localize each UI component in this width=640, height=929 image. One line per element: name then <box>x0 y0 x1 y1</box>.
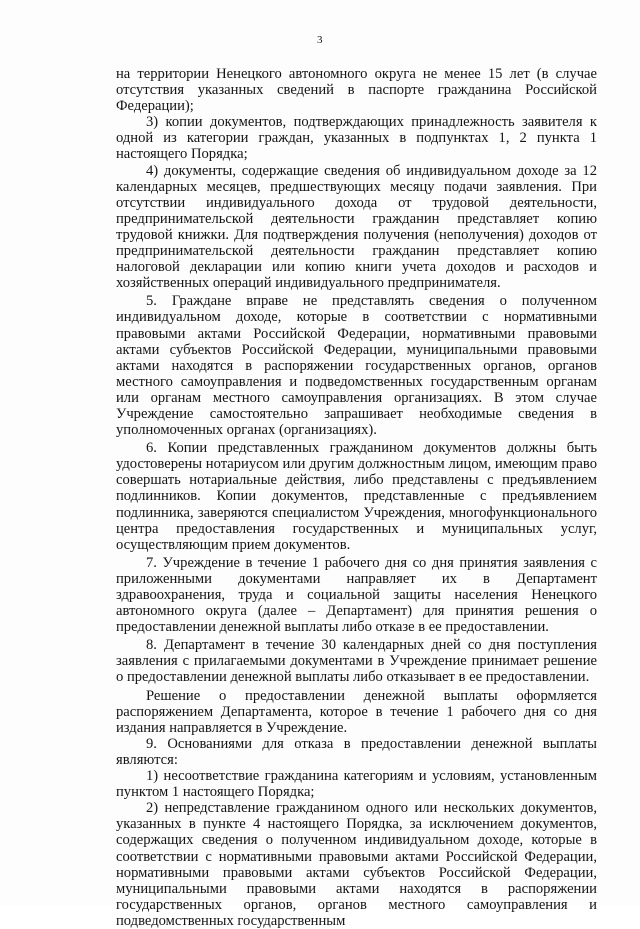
paragraph-5: 5. Граждане вправе не представлять сведения о полученном индивидуальном доходе, которые в соответствии с нормативными правовыми актами Российской Федерации, нормативными правовыми актами субъектов Российской Федерации, муниципальными правовыми актами находятся в распоряжении государственных органов, органов местного самоуправления и подведомственных государственным органам или органам местного самоуправления организациях. В этом случае Учреждение самостоятельно запрашивает необходимые сведения в уполномоченных органах (организациях). <box>116 293 597 439</box>
paragraph-item-3: 3) копии документов, подтверждающих принадлежность заявителя к одной из категории граждан, указанных в подпунктах 1, 2 пункта 1 настоящего Порядка; <box>116 114 597 163</box>
paragraph-7: 7. Учреждение в течение 1 рабочего дня со дня принятия заявления с приложенными документами направляет их в Департамент здравоохранения, труда и социальной защиты населения Ненецкого автономного округа (далее – Департамент) для принятия решения о предоставлении денежной выплаты либо отказе в ее предоставлении. <box>116 554 597 636</box>
paragraph-6: 6. Копии представленных гражданином документов должны быть удостоверены нотариусом или другим должностным лицом, имеющим право совершать нотариальные действия, либо представлены с предъявлением подлинников. Копии документов, представленные с предъявлением подлинника, заверяются специалистом Учреждения, многофункционального центра предоставления государственных и муниципальных услуг, осуществляющим прием документов. <box>116 440 597 553</box>
paragraph-8-decision: Решение о предоставлении денежной выплаты оформляется распоряжением Департамента, которое в течение 1 рабочего дня со дня издания направляется в Учреждение. <box>116 687 597 736</box>
paragraph-continuation: на территории Ненецкого автономного округа не менее 15 лет (в случае отсутствия указанных сведений в паспорте гражданина Российской Федерации); <box>116 66 597 115</box>
page-number: 3 <box>317 34 323 46</box>
paragraph-item-4: 4) документы, содержащие сведения об индивидуальном доходе за 12 календарных месяцев, предшествующих месяцу подачи заявления. При отсутствии индивидуального дохода от трудовой деятельности, предпринимательской деятельности гражданин представляет копию трудовой книжки. Для подтверждения получения (неполучения) доходов от предпринимательской деятельности гражданин представляет копию налоговой декларации или копию книги учета доходов и расходов и хозяйственных операций индивидуального предпринимателя. <box>116 162 597 292</box>
paragraph-9: 9. Основаниями для отказа в предоставлении денежной выплаты являются: <box>116 735 597 768</box>
paragraph-9-item-1: 1) несоответствие гражданина категориям и условиям, установленным пунктом 1 настоящего Порядка; <box>116 768 597 801</box>
paragraph-8: 8. Департамент в течение 30 календарных дней со дня поступления заявления с прилагаемыми документами в Учреждение принимает решение о предоставлении денежной выплаты либо отказывает в ее предоставлении. <box>116 637 597 686</box>
document-body <box>116 66 597 929</box>
paragraph-9-item-2: 2) непредставление гражданином одного или нескольких документов, указанных в пункте 4 настоящего Порядка, за исключением документов, содержащих сведения о полученном индивидуальном доходе, которые в соответствии с нормативными правовыми актами Российской Федерации, нормативными правовыми актами субъектов Российской Федерации, муниципальными правовыми актами находятся в распоряжении государственных органов, органов местного самоуправления и подведомственных государственным <box>116 800 597 929</box>
